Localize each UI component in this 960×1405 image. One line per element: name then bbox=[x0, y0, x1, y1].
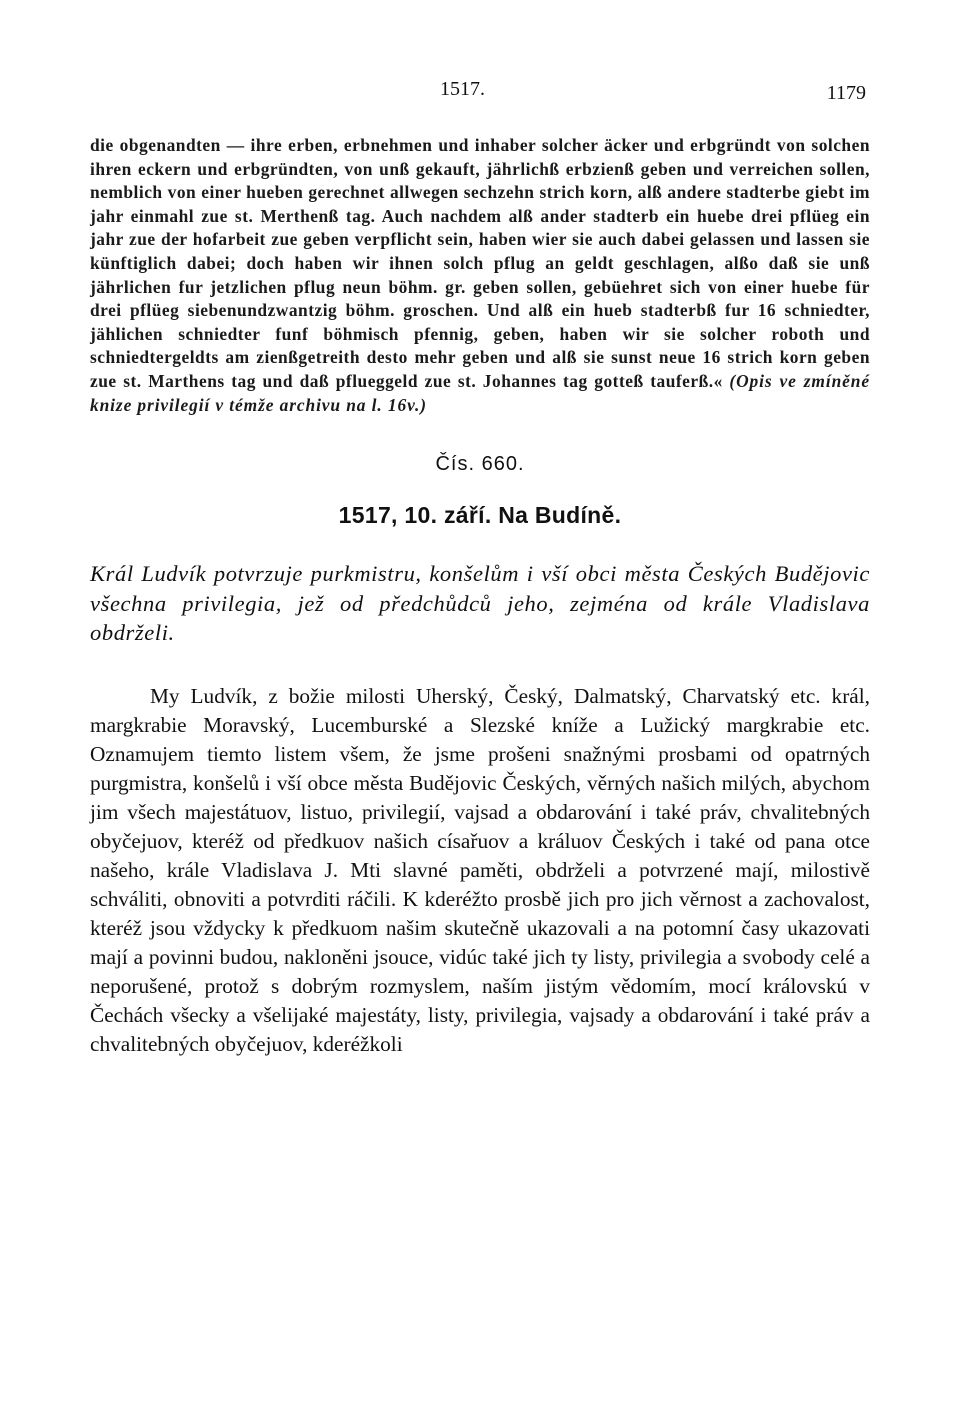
page bbox=[90, 76, 870, 1080]
running-head-year: 1517. bbox=[440, 78, 485, 100]
document-number: Čís. 660. bbox=[435, 453, 525, 476]
document-text: My Ludvík, z božie milosti Uherský, Český, Dalmatský, Charvatský etc. král, margkrabie Moravský, Lucemburské a Slezské kníže a Lužický margkrabie etc. Oznamujem tiemto listem všem, že jsme prošeni snažnými prosbami od opatrných purgmistra, konšelů i vší obce města Budějovic Českých, věrných našich milých, abychom jim všech majestátuov, listuo, privilegií, vajsad a obdarování i také práv, chvalitebných obyčejuov, kteréž od předkuov našich císařuov a králuov Českých i také od pana otce našeho, krále Vladislava J. Mti slavné paměti, obdrželi a potvrzené mají, milostivě schváliti, obnoviti a potvrditi ráčili. K kderéžto prosbě jich pro jich věrnost a zachovalost, kteréž jsou vždycky k předkuom našim skutečně ukazovali a na potomní časy ukazovati mají a povinni budou, nakloněni jsouce, vidúc také jich ty listy, privilegia a svobody celé a neporušené, protož s dobrým rozmyslem, naším jistým vědomím, mocí královskú v Čechách všecky a všelijaké majestáty, listy, privilegia, vajsady a obdarování i také práv a chvalitebných obyčejuov, kderéžkoli bbox=[90, 683, 870, 1056]
document-date-place: 1517, 10. září. Na Budíně. bbox=[338, 502, 622, 529]
running-head bbox=[90, 76, 870, 106]
previous-document-text bbox=[90, 134, 870, 417]
document-regest: Král Ludvík potvrzuje purkmistru, konšelům i vší obci města Českých Budějovic všechna privilegia, jež od předchůdců jeho, zejména od krále Vladislava obdrželi. bbox=[90, 561, 870, 646]
source-note: (Opis ve zmíněné knize privilegií v témže archivu na l. 16v.) bbox=[90, 370, 870, 415]
page-number: 1179 bbox=[826, 82, 866, 104]
previous-document-body: die obgenandten — ihre erben, erbnehmen und inhaber solcher äcker und erbgründt von solchen ihren eckern und erbgründten, von unß gekauft, jährlichß erbzienß geben und verreichen sollen, nemblich von einer hueben gerechnet allwegen sechzehn strich korn, alß andere stadterbe giebt im jahr einmahl zue st. Merthenß tag. Auch nachdem alß ander stadterb ein huebe drei pflüeg ein jahr zue der hofarbeit zue geben verpflicht sein, haben wier sie auch dabei gelassen und lassen sie künftiglich dabei; doch haben wir ihnen solch pflug an geldt geschlagen, alßo daß sie unß jährlichen fur jetzlichen pflug neun böhm. gr. geben sollen, gebüehret sich von einer huebe für drei pflüeg siebenundzwantzig böhm. groschen. Und alß ein hueb stadterbß fur 16 schniedter, jählichen schniedter funf böhmisch pfennig, geben, haben wir sie solcher roboth und schniedtergeldts am zienßgetreith desto mehr geben und alß sie sunst neue 16 strich korn geben zue st. Marthens tag und daß pflueggeld zue st. Johannes tag gotteß tauferß.« bbox=[90, 135, 870, 391]
